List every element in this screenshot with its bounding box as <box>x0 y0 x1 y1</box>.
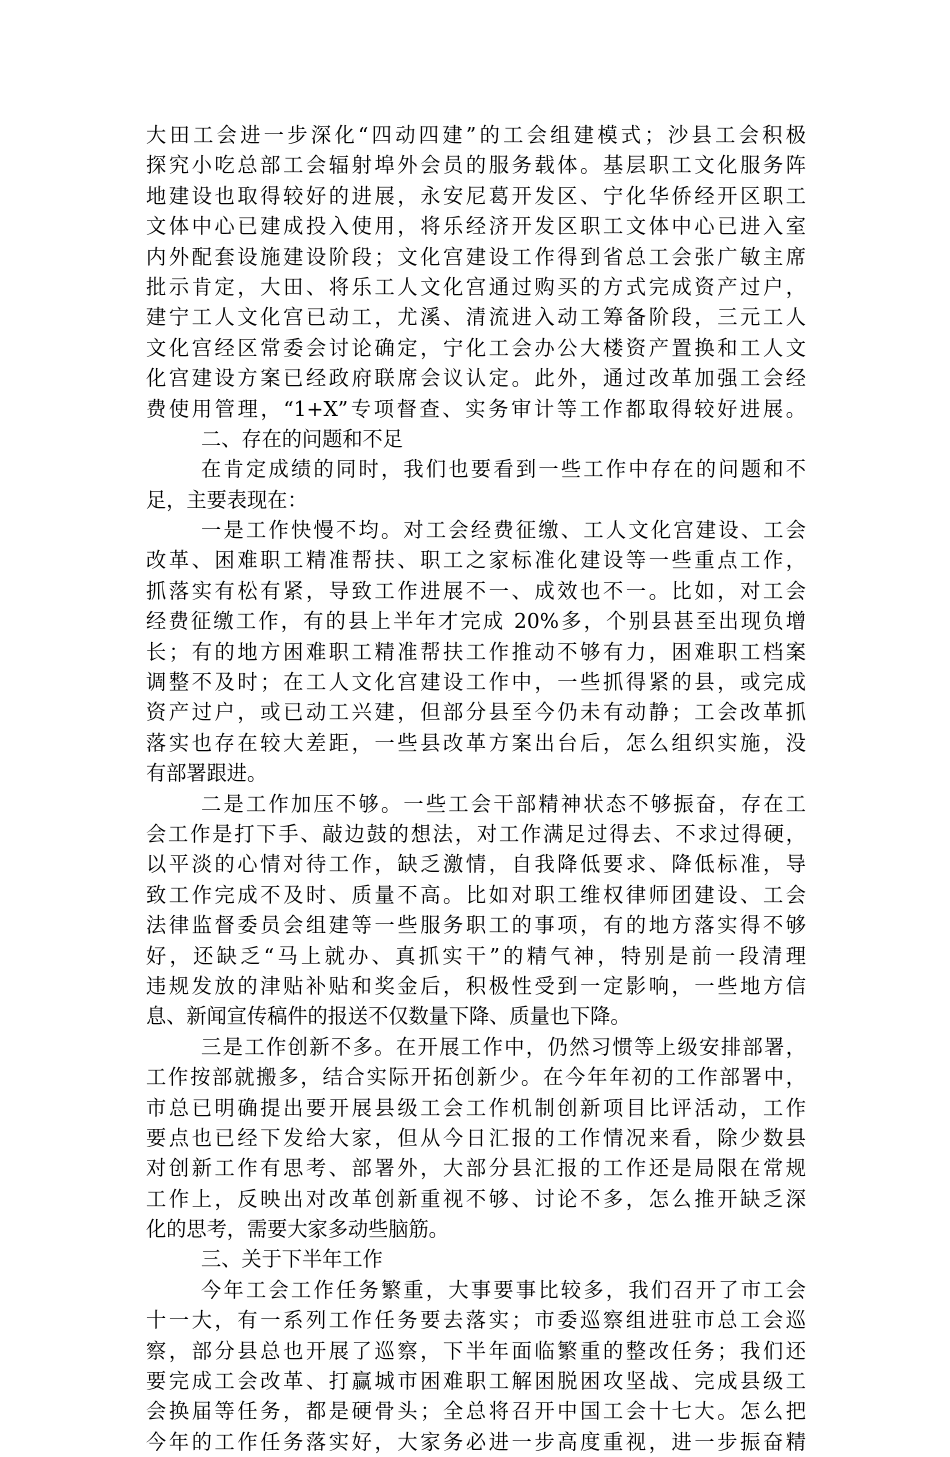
paragraph-first-line: 三是工作创新不多。在开展工作中，仍然习惯等上级安排部署， <box>201 1034 806 1059</box>
text-line: 内外配套设施建设阶段；文化宫建设工作得到省总工会张广敏主席 <box>146 244 806 269</box>
text-line: 探究小吃总部工会辐射埠外会员的服务载体。基层职工文化服务阵 <box>146 153 806 178</box>
text-line: 改革、困难职工精准帮扶、职工之家标准化建设等一些重点工作， <box>146 548 806 573</box>
text-line: 十一大，有一系列工作任务要去落实；市委巡察组进驻市总工会巡 <box>146 1308 806 1333</box>
paragraph-first-line: 二是工作加压不够。一些工会干部精神状态不够振奋，存在工 <box>201 791 806 816</box>
text-line: 察，部分县总也开展了巡察，下半年面临繁重的整改任务；我们还 <box>146 1338 806 1363</box>
text-line: 法律监督委员会组建等一些服务职工的事项，有的地方落实得不够 <box>146 913 806 938</box>
text-line: 违规发放的津贴补贴和奖金后，积极性受到一定影响，一些地方信 <box>146 973 806 998</box>
text-line: 息、新闻宣传稿件的报送不仅数量下降、质量也下降。 <box>146 1004 631 1029</box>
text-line: 对创新工作有思考、部署外，大部分县汇报的工作还是局限在常规 <box>146 1156 806 1181</box>
text-line: 会换届等任务，都是硬骨头；全总将召开中国工会十七大。怎么把 <box>146 1399 806 1424</box>
text-line: 费使用管理，“1+X”专项督查、实务审计等工作都取得较好进展。 <box>146 396 806 421</box>
text-line: 文体中心已建成投入使用，将乐经济开发区职工文体中心已进入室 <box>146 214 806 239</box>
text-line: 文化宫经区常委会讨论确定，宁化工会办公大楼资产置换和工人文 <box>146 335 806 360</box>
text-line: 要完成工会改革、打赢城市困难职工解困脱困攻坚战、完成县级工 <box>146 1369 806 1394</box>
text-line: 建宁工人文化宫已动工，尤溪、清流进入动工筹备阶段，三元工人 <box>146 305 806 330</box>
text-line: 好，还缺乏“马上就办、真抓实干”的精气神，特别是前一段清理 <box>146 943 806 968</box>
text-line: 致工作完成不及时、质量不高。比如对职工维权律师团建设、工会 <box>146 882 806 907</box>
text-line: 大田工会进一步深化“四动四建”的工会组建模式；沙县工会积极 <box>146 123 806 147</box>
text-line: 长；有的地方困难职工精准帮扶工作推动不够有力，困难职工档案 <box>146 639 806 664</box>
text-line: 落实也存在较大差距，一些县改革方案出台后，怎么组织实施，没 <box>146 730 806 755</box>
text-line: 批示肯定，大田、将乐工人文化宫通过购买的方式完成资产过户， <box>146 274 806 299</box>
text-line: 会工作是打下手、敲边鼓的想法，对工作满足过得去、不求过得硬， <box>146 821 806 846</box>
text-line: 抓落实有松有紧，导致工作进展不一、成效也不一。比如，对工会 <box>146 578 806 603</box>
section-heading: 三、关于下半年工作 <box>201 1247 383 1272</box>
text-line: 足，主要表现在： <box>146 487 308 512</box>
paragraph-first-line: 一是工作快慢不均。对工会经费征缴、工人文化宫建设、工会 <box>201 518 806 543</box>
text-line: 化的思考，需要大家多动些脑筋。 <box>146 1217 449 1242</box>
text-line: 市总已明确提出要开展县级工会工作机制创新项目比评活动，工作 <box>146 1095 806 1120</box>
text-line: 今年的工作任务落实好，大家务必进一步高度重视，进一步振奋精 <box>146 1429 806 1454</box>
text-line: 资产过户，或已动工兴建，但部分县至今仍未有动静；工会改革抓 <box>146 700 806 725</box>
section-heading: 二、存在的问题和不足 <box>201 426 403 451</box>
text-line: 要点也已经下发给大家，但从今日汇报的工作情况来看，除少数县 <box>146 1125 806 1150</box>
text-line: 工作上，反映出对改革创新重视不够、讨论不多，怎么推开缺乏深 <box>146 1186 806 1211</box>
paragraph-first-line: 今年工会工作任务繁重，大事要事比较多，我们召开了市工会 <box>201 1277 806 1302</box>
text-line: 化宫建设方案已经政府联席会议认定。此外，通过改革加强工会经 <box>146 366 806 391</box>
text-line: 地建设也取得较好的进展，永安尼葛开发区、宁化华侨经开区职工 <box>146 183 806 208</box>
text-line: 工作按部就搬多，结合实际开拓创新少。在今年年初的工作部署中， <box>146 1065 806 1090</box>
text-line: 经费征缴工作，有的县上半年才完成 20%多，个别县甚至出现负增 <box>146 609 806 634</box>
text-line: 调整不及时；在工人文化宫建设工作中，一些抓得紧的县，或完成 <box>146 670 806 695</box>
paragraph-first-line: 在肯定成绩的同时，我们也要看到一些工作中存在的问题和不 <box>201 457 806 482</box>
document-body <box>146 120 806 1457</box>
text-line: 有部署跟进。 <box>146 761 268 786</box>
text-line: 以平淡的心情对待工作，缺乏激情，自我降低要求、降低标准，导 <box>146 852 806 877</box>
